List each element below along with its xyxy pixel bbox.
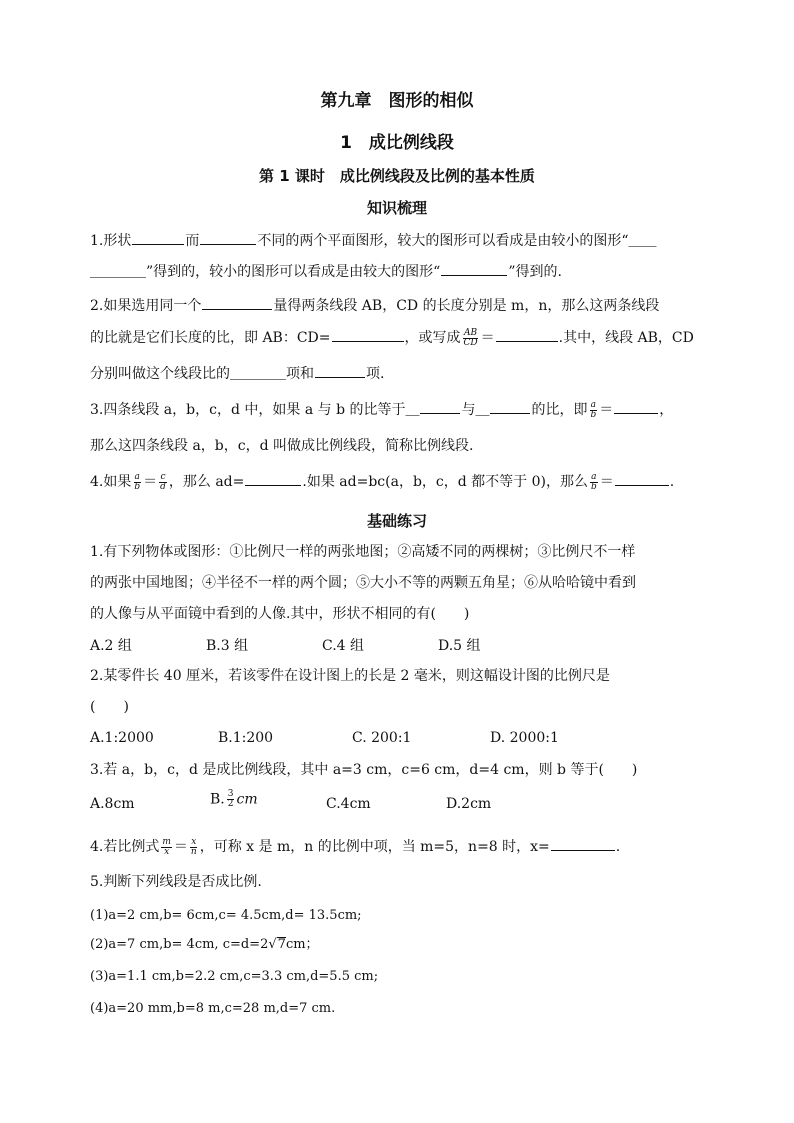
fraction-m-x: $\frac{m}{x}$	[162, 836, 171, 857]
blank	[245, 471, 301, 486]
chapter-title: 第九章 图形的相似	[320, 91, 474, 111]
section-title: 1 成比例线段	[340, 133, 454, 153]
blank	[551, 836, 615, 851]
fraction-c-d: $\frac{c}{d}$	[160, 471, 166, 492]
review-q3-line1: 3.四条线段 a，b，c，d 中，如果 a 与 b 的比等于＿ 与＿ 的比，即 $\frac{a}{b}$ ＝ ，	[90, 399, 674, 420]
practice-q3-option-b: B. $\frac{3}{2}$ cm	[210, 789, 258, 809]
review-q2-line2: 的比就是它们长度的比，即 AB：CD= ，或写成 $\frac{AB}{CD}$ ＝ .其中，线段 AB，CD	[90, 327, 694, 348]
sqrt-symbol: √	[268, 937, 277, 952]
practice-q1-option-a: A.2 组	[90, 638, 132, 654]
practice-q1-line3: 的人像与从平面镜中看到的人像.其中，形状不相同的有( )	[90, 606, 470, 622]
fraction-x-n: $\frac{x}{n}$	[190, 836, 197, 857]
practice-q4-line: 4.若比例式 $\frac{m}{x}$ ＝ $\frac{x}{n}$ ，可称 x 是 m，n 的比例中项，当 m=5，n=8 时，x= .	[90, 836, 621, 857]
fraction-a-b: $\frac{a}{b}$	[590, 471, 597, 492]
fraction-ab-cd: $\frac{AB}{CD}$	[463, 327, 478, 348]
practice-q1-option-d: D.5 组	[438, 638, 481, 654]
practice-q5-title: 5.判断下列线段是否成比例.	[90, 874, 262, 890]
practice-q2-option-a: A.1:2000	[90, 730, 154, 746]
review-q2-line3: 分别叫做这个线段比的＿＿＿＿项和 项.	[90, 363, 384, 384]
fraction-a-b: $\frac{a}{b}$	[590, 399, 597, 420]
blank	[315, 363, 365, 378]
practice-q5-item3: (3)a=1.1 cm,b=2.2 cm,c=3.3 cm,d=5.5 cm;	[90, 969, 379, 984]
practice-q3-option-c: C.4cm	[326, 796, 371, 812]
blank	[420, 399, 460, 414]
review-q4-line: 4.如果 $\frac{a}{b}$ ＝ $\frac{c}{d}$ ，那么 ad= .如果 ad=bc(a，b，c，d 都不等于 0)，那么 $\frac{a}{b}$ ＝ .	[90, 471, 675, 492]
blank	[132, 230, 184, 245]
practice-q5-item1: (1)a=2 cm,b= 6cm,c= 4.5cm,d= 13.5cm;	[90, 908, 362, 923]
review-q3-line2: 那么这四条线段 a，b，c，d 叫做成比例线段，简称比例线段.	[90, 438, 474, 454]
practice-q3-option-d: D.2cm	[446, 796, 492, 812]
review-q1-line1: 1.形状 而 不同的两个平面图形，较大的图形可以看成是由较小的图形“＿＿	[90, 230, 657, 251]
blank	[614, 399, 658, 414]
practice-q2-option-b: B.1:200	[218, 730, 274, 746]
fraction-a-b: $\frac{a}{b}$	[134, 471, 141, 492]
blank	[200, 230, 256, 245]
practice-q2-option-c: C. 200:1	[352, 730, 412, 746]
review-q1-line2: ＿＿＿＿”得到的，较小的图形可以看成是由较大的图形“ ”得到的.	[90, 261, 562, 282]
practice-q3-line1: 3.若 a，b，c，d 是成比例线段，其中 a=3 cm，c=6 cm，d=4 cm，则 b 等于( )	[90, 762, 638, 778]
blank	[496, 327, 558, 342]
practice-q1-line2: 的两张中国地图；④半径不一样的两个圆；⑤大小不等的两颗五角星；⑥从哈哈镜中看到	[90, 575, 636, 591]
practice-q5-item2: (2)a=7 cm,b= 4cm, c=d=2√7cm；	[90, 937, 319, 952]
practice-heading: 基础练习	[366, 512, 427, 530]
practice-q2-option-d: D. 2000:1	[490, 730, 559, 746]
lesson-title: 第 1 课时 成比例线段及比例的基本性质	[259, 167, 535, 185]
practice-q1-line1: 1.有下列物体或图形：①比例尺一样的两张地图；②高矮不同的两棵树；③比例尺不一样	[90, 544, 636, 560]
blank	[441, 261, 507, 276]
blank	[332, 327, 404, 342]
practice-q1-option-c: C.4 组	[322, 638, 365, 654]
blank	[202, 295, 272, 310]
practice-q1-option-b: B.3 组	[206, 638, 249, 654]
blank	[490, 399, 530, 414]
fraction-3-2: $\frac{3}{2}$	[227, 789, 234, 809]
practice-q5-item4: (4)a=20 mm,b=8 m,c=28 m,d=7 cm.	[90, 1001, 336, 1016]
review-q2-line1: 2.如果选用同一个 量得两条线段 AB，CD 的长度分别是 m，n，那么这两条线段	[90, 295, 659, 316]
review-heading: 知识梳理	[366, 199, 427, 217]
practice-q3-option-a: A.8cm	[90, 796, 135, 812]
practice-q2-line2: ( )	[90, 699, 129, 715]
blank	[615, 471, 669, 486]
practice-q2-line1: 2.某零件长 40 厘米，若该零件在设计图上的长是 2 毫米，则这幅设计图的比例尺是	[90, 668, 610, 684]
